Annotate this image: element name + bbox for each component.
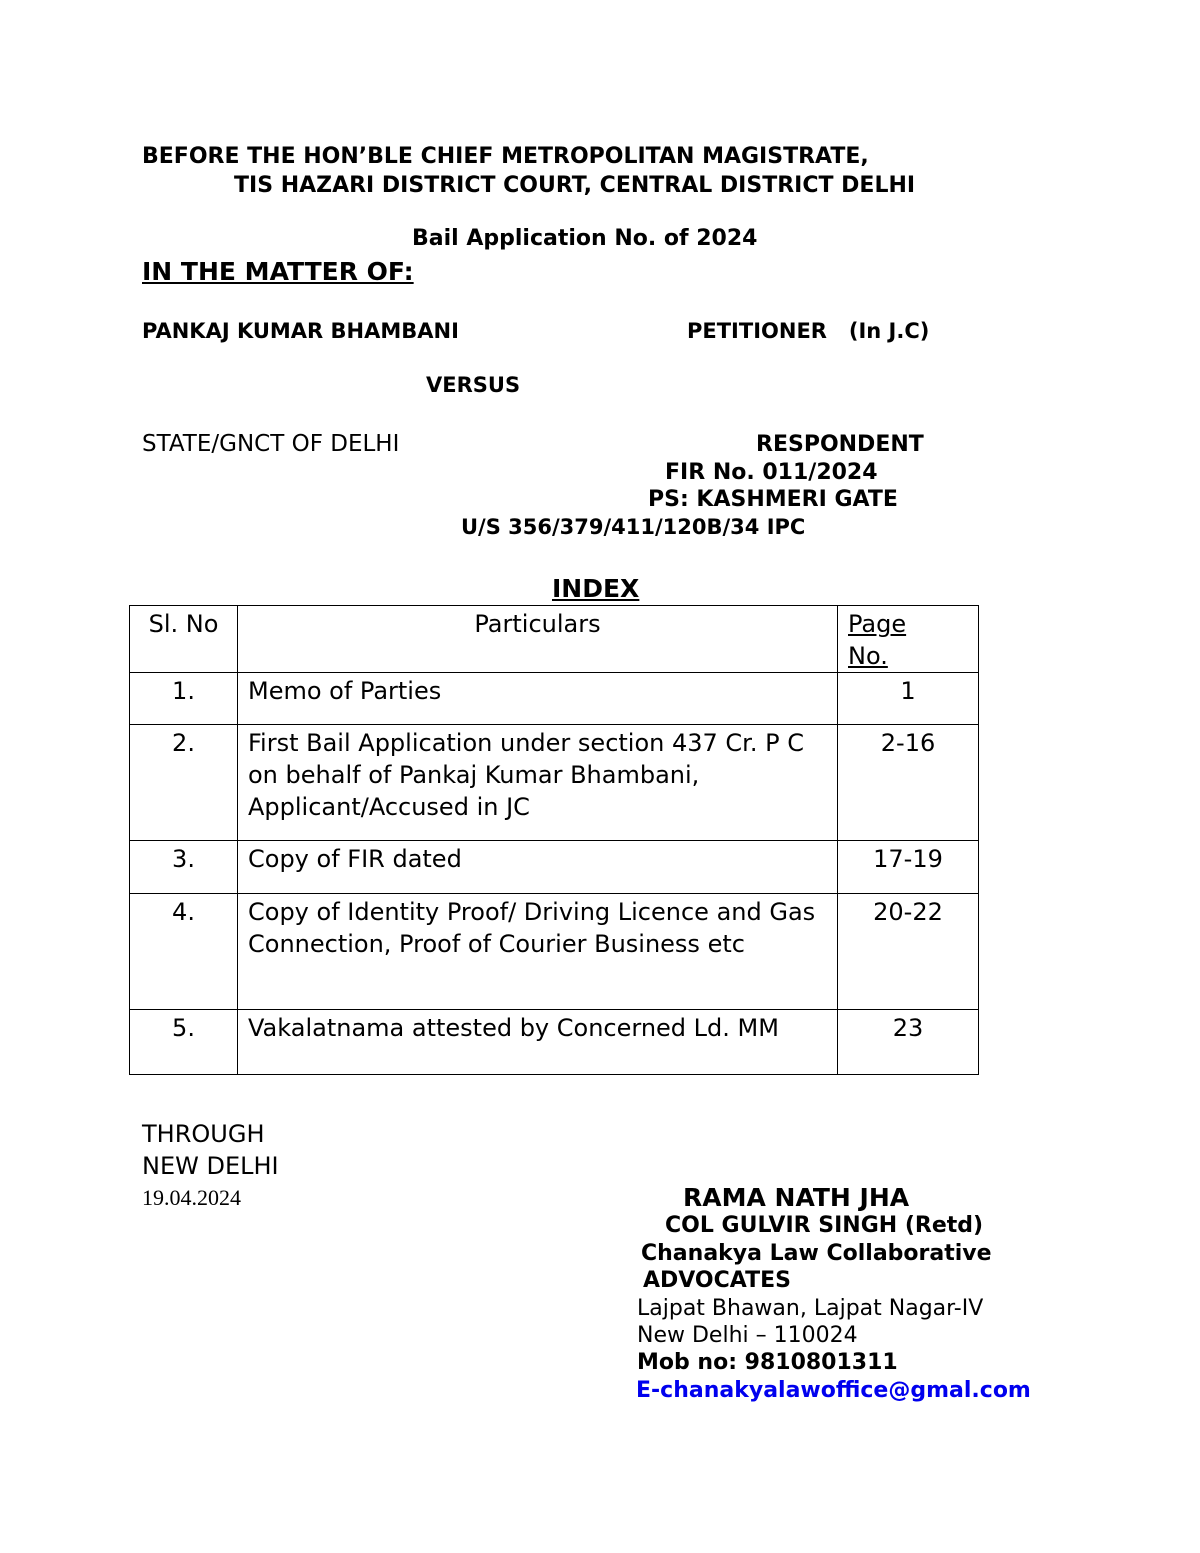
table-row — [130, 725, 979, 841]
header-sl-no: Sl. No — [130, 606, 238, 673]
through-label: THROUGH — [142, 1120, 265, 1148]
advocate-name-1: RAMA NATH JHA — [683, 1183, 910, 1212]
row-sl-no: 1. — [130, 673, 238, 725]
row-sl-no: 2. — [130, 725, 238, 841]
court-heading-line1: BEFORE THE HON’BLE CHIEF METROPOLITAN MAGISTRATE, — [142, 144, 869, 169]
row-particulars: Copy of Identity Proof/ Driving Licence and Gas Connection, Proof of Courier Business etc — [238, 894, 838, 1010]
date-label: 19.04.2024 — [142, 1185, 241, 1210]
index-title: INDEX — [552, 574, 640, 603]
respondent-name: STATE/GNCT OF DELHI — [142, 431, 400, 457]
row-page: 23 — [838, 1010, 979, 1075]
application-number: Bail Application No. of 2024 — [412, 226, 758, 251]
place-label: NEW DELHI — [142, 1152, 279, 1180]
index-table — [129, 605, 979, 1075]
mobile-number: Mob no: 9810801311 — [637, 1350, 898, 1375]
row-particulars: Memo of Parties — [238, 673, 838, 725]
fir-number: FIR No. 011/2024 — [665, 460, 878, 485]
row-page: 1 — [838, 673, 979, 725]
table-row — [130, 841, 979, 894]
petitioner-name: PANKAJ KUMAR BHAMBANI — [142, 319, 459, 343]
row-particulars: First Bail Application under section 437 Cr. P C on behalf of Pankaj Kumar Bhambani, Applicant/Accused in JC — [238, 725, 838, 841]
table-row — [130, 673, 979, 725]
matter-heading: IN THE MATTER OF: — [142, 257, 414, 286]
advocate-name-2: COL GULVIR SINGH (Retd) — [665, 1213, 984, 1238]
address-line-2: New Delhi – 110024 — [637, 1323, 858, 1348]
respondent-role: RESPONDENT — [756, 432, 924, 457]
row-page: 20-22 — [838, 894, 979, 1010]
header-page-no — [838, 606, 979, 673]
address-line-1: Lajpat Bhawan, Lajpat Nagar-IV — [637, 1296, 984, 1321]
petitioner-role: PETITIONER (In J.C) — [687, 319, 930, 343]
row-particulars: Copy of FIR dated — [238, 841, 838, 894]
advocates-label: ADVOCATES — [643, 1268, 791, 1293]
row-sl-no: 3. — [130, 841, 238, 894]
police-station: PS: KASHMERI GATE — [648, 487, 898, 512]
header-particulars: Particulars — [238, 606, 838, 673]
firm-name: Chanakya Law Collaborative — [641, 1241, 992, 1266]
table-row — [130, 894, 979, 1010]
row-sl-no: 4. — [130, 894, 238, 1010]
ipc-sections: U/S 356/379/411/120B/34 IPC — [461, 515, 806, 539]
row-sl-no: 5. — [130, 1010, 238, 1075]
versus-label: VERSUS — [426, 373, 521, 397]
header-page-line1: Page — [848, 610, 907, 638]
email-link[interactable]: E-chanakyalawoffice@gmal.com — [636, 1378, 1031, 1403]
row-page: 17-19 — [838, 841, 979, 894]
court-heading-line2: TIS HAZARI DISTRICT COURT, CENTRAL DISTRICT DELHI — [234, 173, 916, 198]
row-page: 2-16 — [838, 725, 979, 841]
table-row — [130, 1010, 979, 1075]
index-header-row — [130, 606, 979, 673]
row-particulars: Vakalatnama attested by Concerned Ld. MM — [238, 1010, 838, 1075]
header-page-line2: No. — [848, 642, 888, 670]
